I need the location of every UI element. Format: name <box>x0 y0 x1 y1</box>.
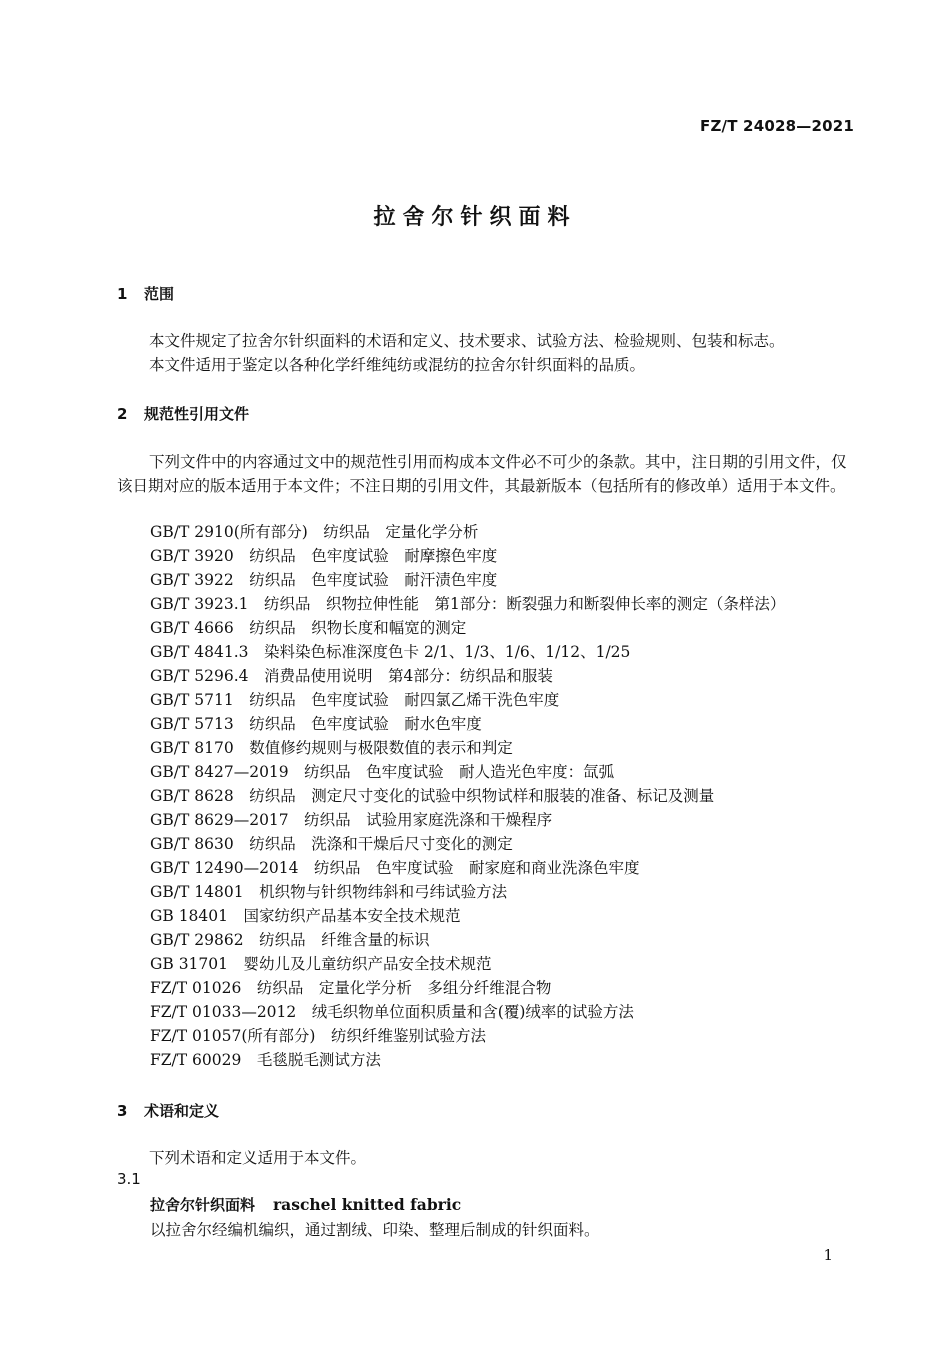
reference-item <box>150 664 785 688</box>
reference-item <box>150 808 785 832</box>
reference-item <box>150 616 785 640</box>
reference-item <box>150 760 785 784</box>
reference-item <box>150 592 785 616</box>
term-definition: 以拉舍尔经编机编织，通过割绒、印染、整理后制成的针织面料。 <box>150 1221 600 1239</box>
reference-item <box>150 712 785 736</box>
term-entry <box>150 1194 461 1215</box>
reference-item <box>150 568 785 592</box>
scope-body <box>117 329 859 377</box>
reference-code: GB/T 5713 <box>150 715 234 733</box>
reference-title: 纺织品 定量化学分析 多组分纤维混合物 <box>256 979 552 997</box>
reference-title: 纺织品 织物拉伸性能 第1部分：断裂强力和断裂伸长率的测定（条样法） <box>264 595 786 613</box>
reference-code: GB 18401 <box>150 907 229 925</box>
reference-item <box>150 520 785 544</box>
document-title: 拉舍尔针织面料 <box>373 205 577 230</box>
reference-title: 婴幼儿及儿童纺织产品安全技术规范 <box>243 955 492 973</box>
reference-title: 数值修约规则与极限数值的表示和判定 <box>249 739 513 757</box>
reference-title: 染料染色标准深度色卡 2/1、1/3、1/6、1/12、1/25 <box>264 643 631 661</box>
reference-title: 纺织品 洗涤和干燥后尺寸变化的测定 <box>249 835 513 853</box>
section-number: 2 <box>117 405 128 423</box>
page-number: 1 <box>823 1246 833 1264</box>
reference-title: 纺织品 纤维含量的标识 <box>259 931 430 949</box>
reference-code: FZ/T 60029 <box>150 1051 242 1069</box>
section-title: 术语和定义 <box>144 1102 220 1120</box>
reference-item <box>150 688 785 712</box>
reference-title: 国家纺织产品基本安全技术规范 <box>243 907 461 925</box>
reference-list <box>150 520 785 1072</box>
scope-paragraph: 本文件适用于鉴定以各种化学纤维纯纺或混纺的拉舍尔针织面料的品质。 <box>149 356 646 374</box>
reference-item <box>150 1048 785 1072</box>
reference-item <box>150 880 785 904</box>
reference-code: GB/T 5296.4 <box>150 667 249 685</box>
reference-code: FZ/T 01033—2012 <box>150 1003 297 1021</box>
scope-paragraph: 本文件规定了拉舍尔针织面料的术语和定义、技术要求、试验方法、检验规则、包装和标志。 <box>149 332 785 350</box>
reference-item <box>150 1000 785 1024</box>
reference-title: 消费品使用说明 第4部分：纺织品和服装 <box>264 667 553 685</box>
reference-item <box>150 856 785 880</box>
reference-code: GB 31701 <box>150 955 229 973</box>
reference-code: FZ/T 01026 <box>150 979 242 997</box>
reference-code: GB/T 3922 <box>150 571 234 589</box>
reference-code: GB/T 3923.1 <box>150 595 249 613</box>
reference-code: GB/T 3920 <box>150 547 234 565</box>
reference-title: 纺织品 色牢度试验 耐四氯乙烯干洗色牢度 <box>249 691 560 709</box>
section-heading-scope <box>117 283 174 304</box>
reference-code: GB/T 8427—2019 <box>150 763 289 781</box>
reference-title: 纺织品 测定尺寸变化的试验中织物试样和服装的准备、标记及测量 <box>249 787 715 805</box>
section-number: 1 <box>117 285 128 303</box>
reference-code: GB/T 8170 <box>150 739 234 757</box>
clause-number: 3.1 <box>117 1170 141 1188</box>
terms-intro-text: 下列术语和定义适用于本文件。 <box>149 1149 367 1167</box>
reference-code: GB/T 29862 <box>150 931 244 949</box>
reference-title: 纺织品 定量化学分析 <box>323 523 479 541</box>
reference-item <box>150 544 785 568</box>
reference-title: 纺织纤维鉴别试验方法 <box>330 1027 486 1045</box>
reference-code: GB/T 14801 <box>150 883 244 901</box>
reference-title: 纺织品 色牢度试验 耐人造光色牢度：氙弧 <box>304 763 615 781</box>
section-title: 规范性引用文件 <box>144 405 250 423</box>
reference-code: GB/T 12490—2014 <box>150 859 299 877</box>
references-intro-text: 下列文件中的内容通过文中的规范性引用而构成本文件必不可少的条款。其中，注日期的引用文件，仅该日期对应的版本适用于本文件；不注日期的引用文件，其最新版本（包括所有的修改单）适用于本文件。 <box>117 453 847 495</box>
reference-item <box>150 976 785 1000</box>
reference-code: GB/T 8630 <box>150 835 234 853</box>
section-heading-terms <box>117 1100 219 1121</box>
references-intro <box>117 450 859 498</box>
reference-code: GB/T 4841.3 <box>150 643 249 661</box>
reference-code: FZ/T 01057(所有部分) <box>150 1027 316 1045</box>
section-number: 3 <box>117 1102 128 1120</box>
reference-title: 毛毯脱毛测试方法 <box>256 1051 381 1069</box>
reference-item <box>150 1024 785 1048</box>
reference-title: 纺织品 织物长度和幅宽的测定 <box>249 619 467 637</box>
reference-item <box>150 952 785 976</box>
reference-code: GB/T 2910(所有部分) <box>150 523 308 541</box>
standard-code: FZ/T 24028—2021 <box>700 117 854 135</box>
reference-item <box>150 784 785 808</box>
reference-item <box>150 640 785 664</box>
reference-code: GB/T 4666 <box>150 619 234 637</box>
reference-item <box>150 904 785 928</box>
reference-title: 绒毛织物单位面积质量和含(覆)绒率的试验方法 <box>311 1003 634 1021</box>
reference-title: 纺织品 色牢度试验 耐摩擦色牢度 <box>249 547 498 565</box>
reference-item <box>150 928 785 952</box>
reference-title: 纺织品 色牢度试验 耐汗渍色牢度 <box>249 571 498 589</box>
reference-title: 机织物与针织物纬斜和弓纬试验方法 <box>259 883 508 901</box>
reference-code: GB/T 5711 <box>150 691 234 709</box>
reference-code: GB/T 8629—2017 <box>150 811 289 829</box>
reference-item <box>150 832 785 856</box>
reference-title: 纺织品 试验用家庭洗涤和干燥程序 <box>304 811 553 829</box>
reference-item <box>150 736 785 760</box>
term-english: raschel knitted fabric <box>273 1195 462 1214</box>
reference-code: GB/T 8628 <box>150 787 234 805</box>
term-chinese: 拉舍尔针织面料 <box>150 1196 256 1214</box>
reference-title: 纺织品 色牢度试验 耐家庭和商业洗涤色牢度 <box>314 859 640 877</box>
reference-title: 纺织品 色牢度试验 耐水色牢度 <box>249 715 482 733</box>
section-title: 范围 <box>144 285 175 303</box>
section-heading-normative-references <box>117 403 249 424</box>
terms-intro <box>117 1146 859 1170</box>
